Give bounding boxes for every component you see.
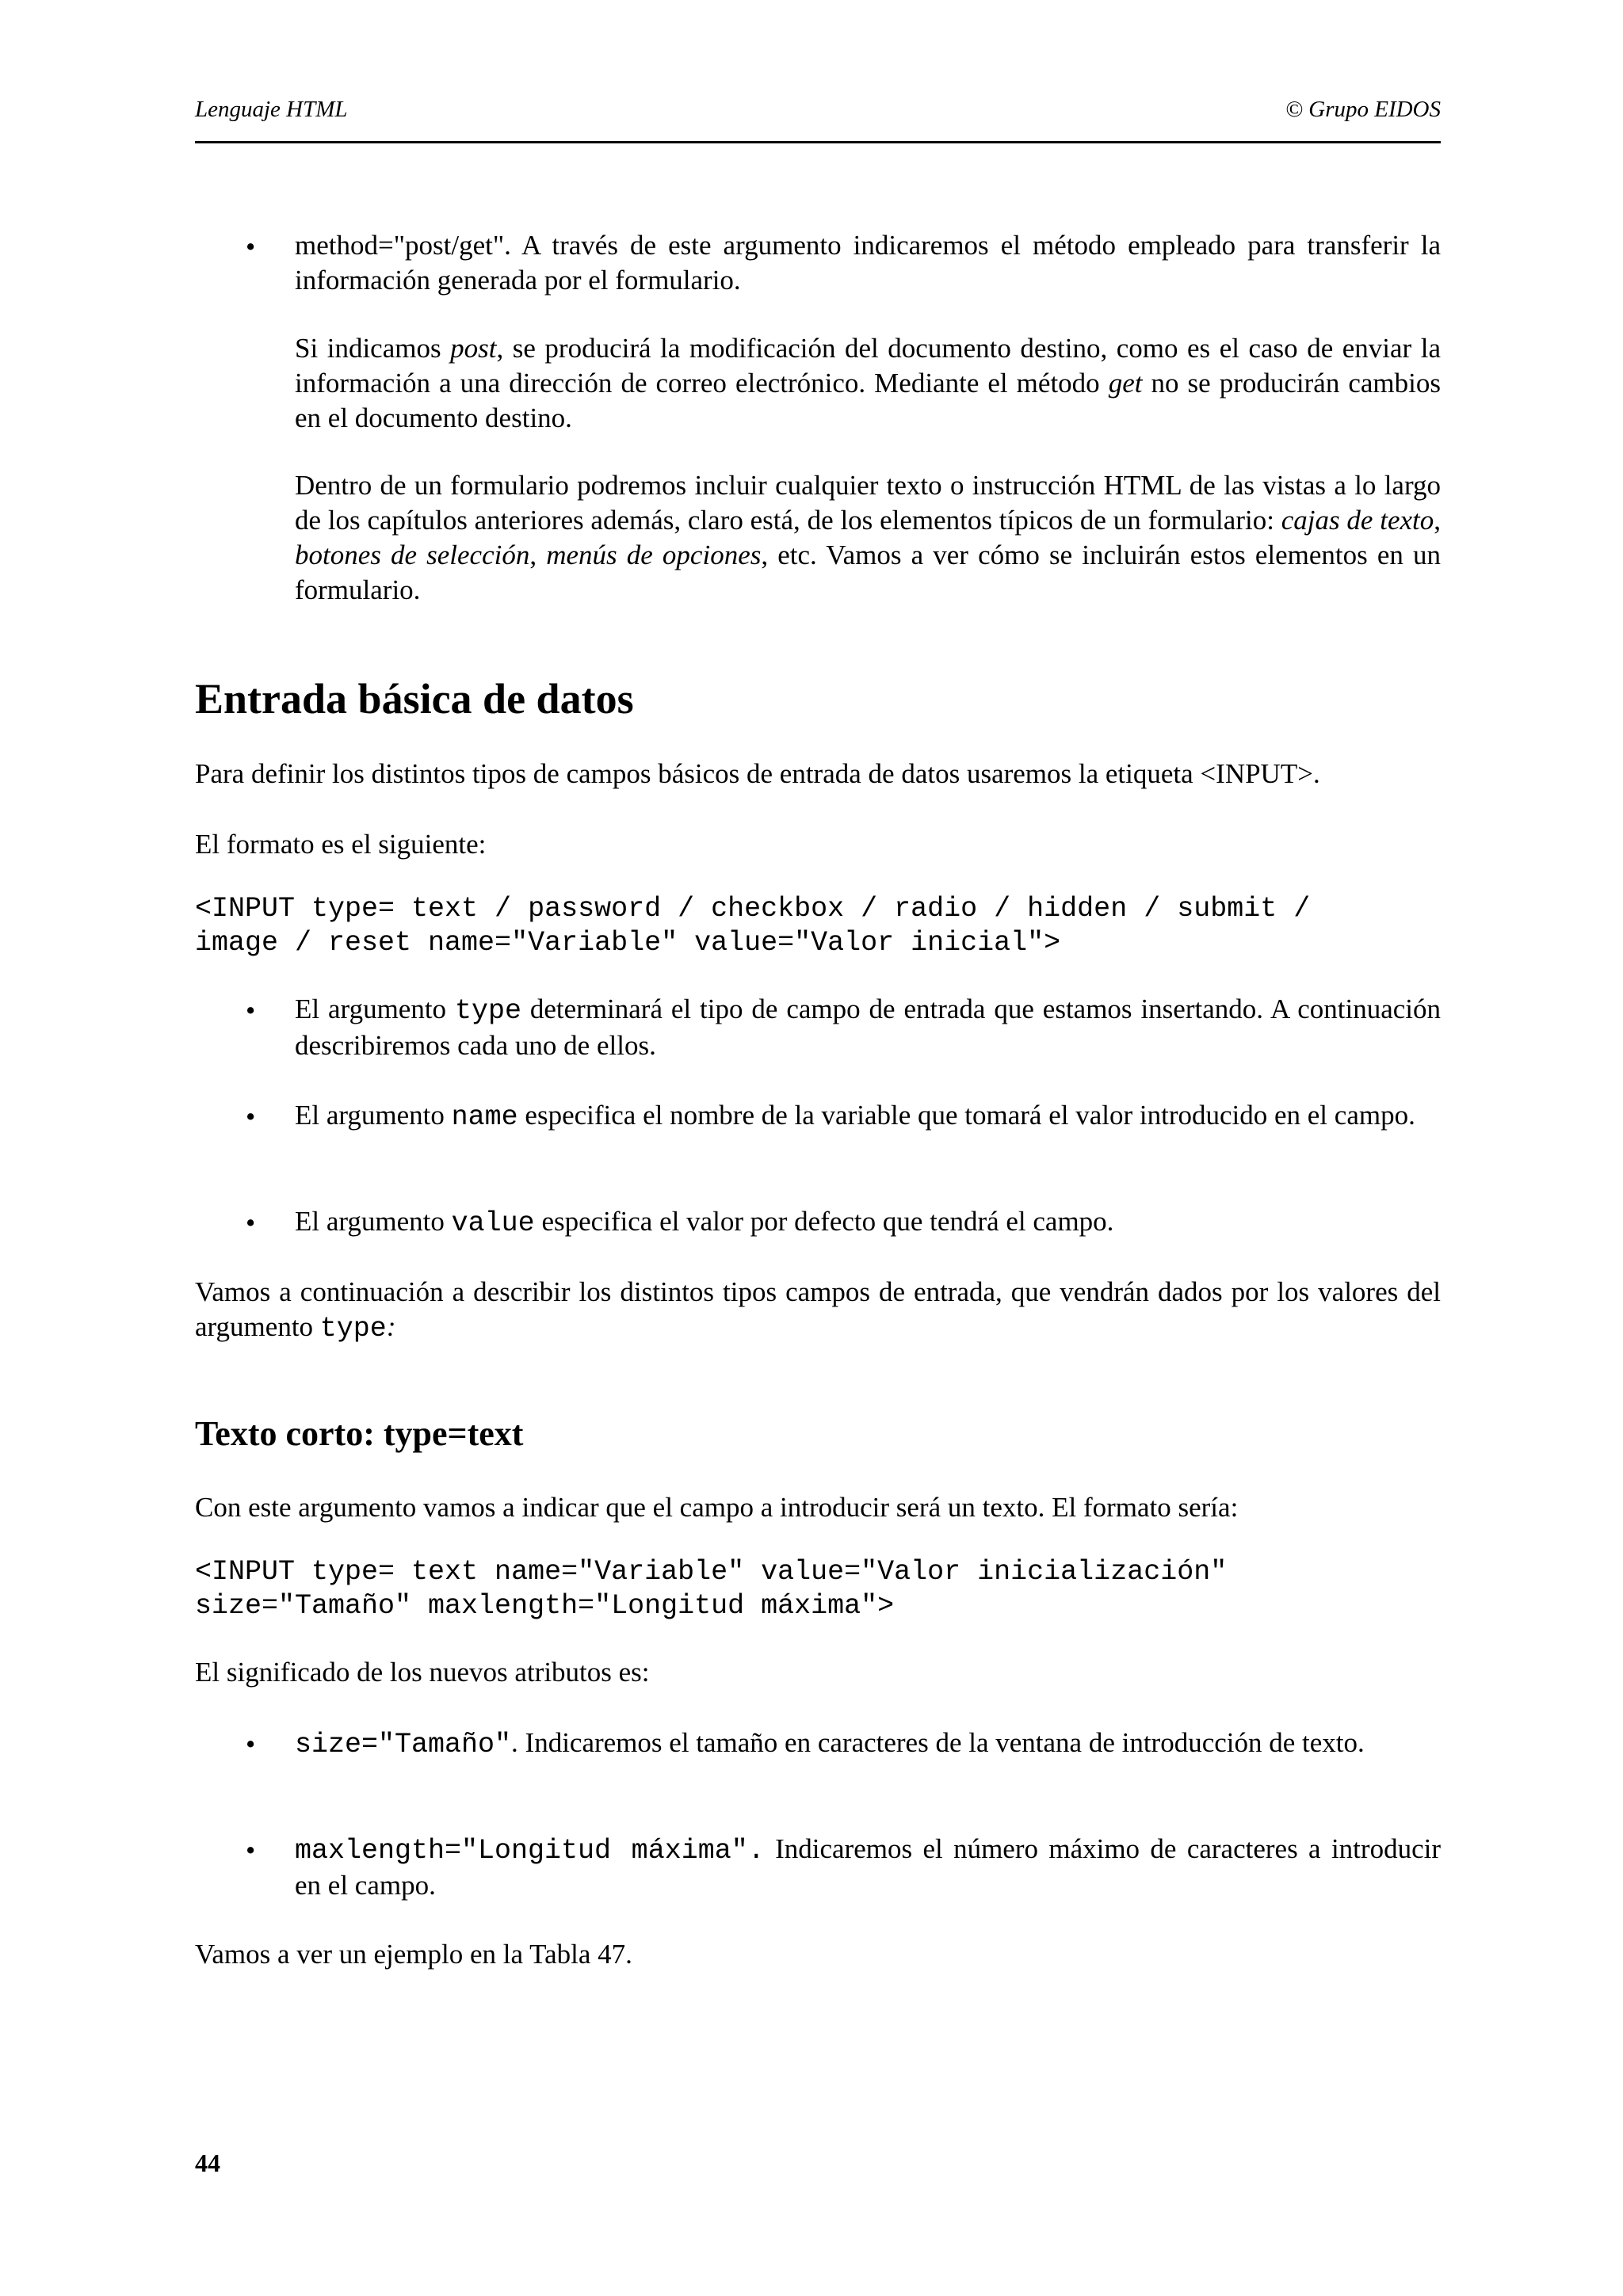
input-tag-paragraph: Para definir los distintos tipos de campos básicos de entrada de datos usaremos la etiqueta <INPUT>. <box>195 758 1320 789</box>
code-size: size="Tamaño" <box>295 1729 512 1760</box>
bullet-marker: • <box>246 231 256 262</box>
example-reference-paragraph: Vamos a ver un ejemplo en la Tabla 47. <box>195 1939 632 1970</box>
method-bullet-text: method="post/get". A través de este argumento indicaremos el método empleado para transferir la información generada por el formulario. <box>295 230 1441 296</box>
text-field-paragraph: Con este argumento vamos a indicar que el campo a introducir será un texto. El formato sería: <box>195 1492 1239 1523</box>
input-types-paragraph: Vamos a continuación a describir los distintos tipos campos de entrada, que vendrán dados por los valores del argumento type: <box>195 1276 1441 1344</box>
method-argument: method="post/get" <box>295 230 505 261</box>
bullet-marker: • <box>246 1729 256 1760</box>
code-value: value <box>451 1207 535 1239</box>
header-publisher: © Grupo EIDOS <box>1285 97 1441 122</box>
code-type-inline: type <box>319 1313 387 1344</box>
value-argument-bullet: El argumento value especifica el valor por defecto que tendrá el campo. <box>295 1206 1114 1239</box>
format-intro-paragraph: El formato es el siguiente: <box>195 829 487 860</box>
bullet-marker: • <box>246 1835 256 1866</box>
input-format-code-line-2: image / reset name="Variable" value="Valor inicial"> <box>195 927 1061 959</box>
form-contents-paragraph: Dentro de un formulario podremos incluir cualquier texto o instrucción HTML de las vistas a lo largo de los capítulos anteriores además, claro está, de los elementos típicos de un formulario: cajas de texto, botones de selección, menús de opciones, etc. Vamos a ver cómo se incluirán estos elementos en un formulario. <box>295 470 1442 605</box>
type-argument-bullet: El argumento type determinará el tipo de campo de entrada que estamos insertando. A continuación describiremos cada uno de ellos. <box>295 994 1441 1061</box>
post-get-paragraph: Si indicamos post, se producirá la modificación del documento destino, como es el caso de enviar la información a una dirección de correo electrónico. Mediante el método get no se producirán cambios en el documento destino. <box>295 333 1441 433</box>
text-format-code-line-2: size="Tamaño" maxlength="Longitud máxima"> <box>195 1590 895 1622</box>
section-heading-texto-corto: Texto corto: type=text <box>195 1414 524 1453</box>
input-format-code-line-1: <INPUT type= text / password / checkbox / radio / hidden / submit / <box>195 893 1311 925</box>
bullet-marker: • <box>246 1101 256 1132</box>
code-type: type <box>454 995 521 1027</box>
page-number: 44 <box>195 2149 220 2177</box>
section-heading-entrada-basica: Entrada básica de datos <box>195 675 634 723</box>
term-post: post <box>450 333 497 364</box>
text-format-code-line-1: <INPUT type= text name="Variable" value="Valor inicialización" <box>195 1556 1228 1588</box>
page-header <box>195 97 1441 143</box>
bullet-marker: • <box>246 995 256 1026</box>
term-get: get <box>1108 368 1143 399</box>
code-maxlength: maxlength="Longitud máxima". <box>295 1835 765 1867</box>
name-argument-bullet: El argumento name especifica el nombre de la variable que tomará el valor introducido en el campo. <box>295 1100 1415 1133</box>
attributes-intro-paragraph: El significado de los nuevos atributos es: <box>195 1657 650 1688</box>
size-attribute-bullet: size="Tamaño". Indicaremos el tamaño en caracteres de la ventana de introducción de texto. <box>295 1727 1365 1760</box>
code-name: name <box>451 1101 518 1133</box>
maxlength-attribute-bullet: maxlength="Longitud máxima". Indicaremos el número máximo de caracteres a introducir en el campo. <box>295 1833 1441 1901</box>
header-book-title: Lenguaje HTML <box>195 97 348 122</box>
bullet-marker: • <box>246 1207 256 1238</box>
